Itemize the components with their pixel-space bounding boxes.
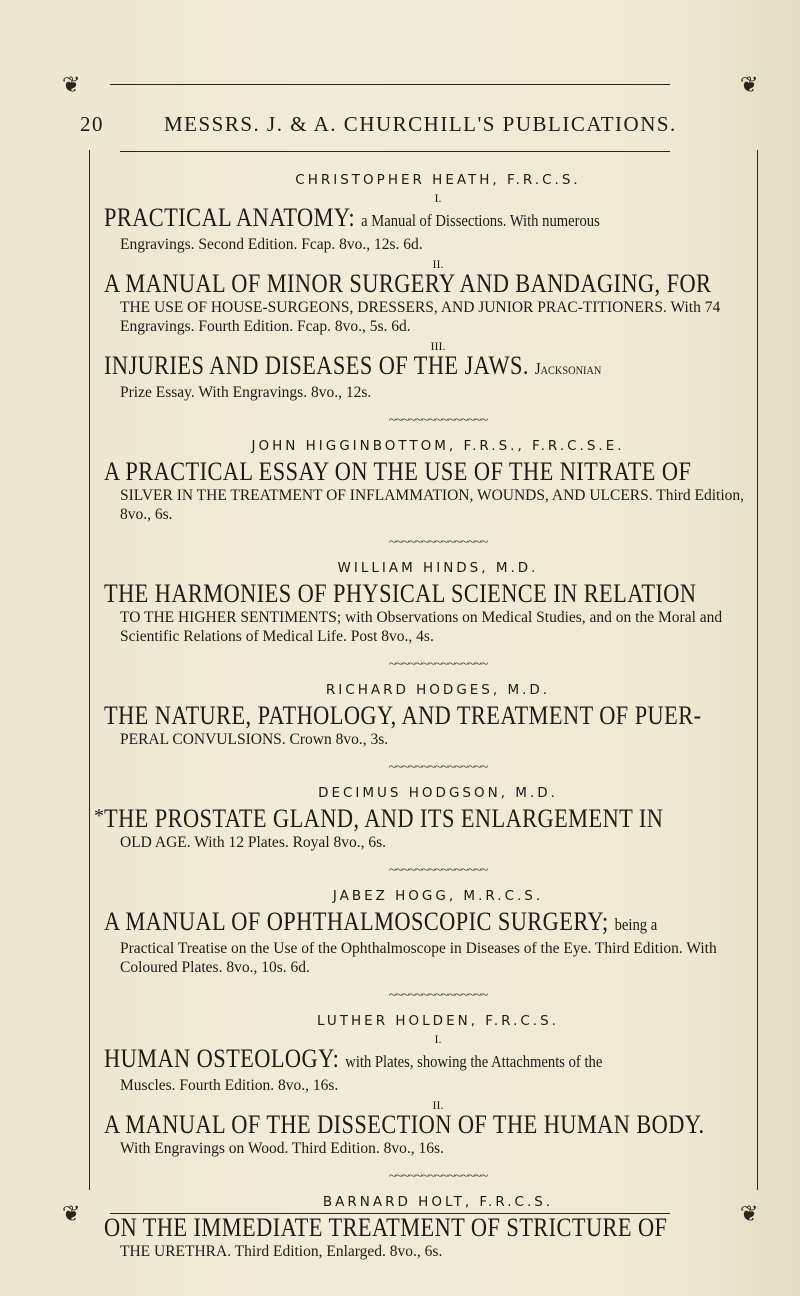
book-entry: [104, 908, 772, 977]
book-description: SILVER IN THE TREATMENT OF INFLAMMATION, WOUNDS, AND ULCERS. Third Edition, 8vo., 6s.: [120, 487, 745, 523]
page-title: MESSRS. J. & A. CHURCHILL'S PUBLICATIONS.: [164, 112, 677, 136]
book-entry: [104, 458, 772, 524]
left-border-rule: [89, 150, 90, 1190]
book-title: INJURIES AND DISEASES OF THE JAWS. Jacksonian: [104, 351, 602, 380]
author-section: [94, 785, 772, 852]
author-name: JABEZ HOGG, M.R.C.S.: [332, 888, 544, 904]
book-title: ON THE IMMEDIATE TREATMENT OF STRICTURE OF: [104, 1213, 668, 1242]
entry-numeral: III.: [430, 339, 446, 353]
author-section: [104, 682, 772, 749]
section-divider: ~~~~~~~~~~~~~~~: [388, 760, 488, 775]
book-title: A MANUAL OF THE DISSECTION OF THE HUMAN BODY.: [104, 1110, 705, 1139]
section-divider: ~~~~~~~~~~~~~~~: [388, 657, 488, 672]
author-section: [104, 560, 772, 646]
author-section: [104, 1013, 772, 1158]
book-description: PERAL CONVULSIONS. Crown 8vo., 3s.: [120, 731, 389, 748]
book-entry: [94, 804, 772, 852]
book-title: THE PROSTATE GLAND, AND ITS ENLARGEMENT IN: [104, 804, 664, 833]
header-under-rule: [120, 151, 670, 152]
entry-numeral: I.: [434, 191, 442, 205]
entry-numeral: II.: [432, 257, 444, 271]
book-title: A MANUAL OF MINOR SURGERY AND BANDAGING, FOR: [104, 269, 712, 298]
book-title-tail: a Manual of Dissections. With numerous: [361, 211, 600, 230]
section-divider: ~~~~~~~~~~~~~~~: [388, 988, 488, 1003]
page-number: 20: [80, 112, 104, 136]
book-entry: [104, 204, 772, 254]
book-description: OLD AGE. With 12 Plates. Royal 8vo., 6s.: [120, 834, 387, 851]
author-section: [104, 1194, 772, 1261]
book-title: PRACTICAL ANATOMY: a Manual of Dissections. With numerous: [104, 203, 600, 232]
author-section: [104, 888, 772, 977]
bottom-left-corner-ornament: ❦: [62, 1201, 81, 1226]
catalogue-body: [94, 172, 772, 1265]
book-description: With Engravings on Wood. Third Edition. 8vo., 16s.: [120, 1140, 444, 1157]
book-description: Engravings. Second Edition. Fcap. 8vo., 12s. 6d.: [120, 236, 423, 253]
author-name: DECIMUS HODGSON, M.D.: [318, 785, 558, 801]
book-description: Prize Essay. With Engravings. 8vo., 12s.: [120, 384, 372, 401]
author-name: RICHARD HODGES, M.D.: [325, 682, 551, 698]
author-name: LUTHER HOLDEN, F.R.C.S.: [317, 1013, 559, 1029]
book-entry: [104, 352, 772, 402]
section-divider: ~~~~~~~~~~~~~~~: [388, 535, 488, 550]
book-description: THE URETHRA. Third Edition, Enlarged. 8vo., 6s.: [120, 1243, 443, 1260]
star-marker: *: [94, 805, 104, 827]
entry-numeral: II.: [432, 1098, 444, 1112]
section-divider: ~~~~~~~~~~~~~~~: [388, 863, 488, 878]
author-name: WILLIAM HINDS, M.D.: [337, 560, 539, 576]
book-title-tail: Jacksonian: [534, 359, 602, 378]
section-divider: ~~~~~~~~~~~~~~~: [388, 413, 488, 428]
bottom-right-corner-ornament: ❦: [740, 1201, 759, 1226]
book-description: Practical Treatise on the Use of the Ophthalmoscope in Diseases of the Eye. Third Edition. With Coloured Plates. 8vo., 10s. 6d.: [120, 940, 717, 976]
book-title: A PRACTICAL ESSAY ON THE USE OF THE NITRATE OF: [104, 457, 692, 486]
book-title: A MANUAL OF OPHTHALMOSCOPIC SURGERY; being a: [104, 907, 658, 936]
author-name: CHRISTOPHER HEATH, F.R.C.S.: [295, 172, 581, 188]
book-title-tail: with Plates, showing the Attachments of the: [345, 1052, 603, 1071]
book-title: HUMAN OSTEOLOGY: with Plates, showing the Attachments of the: [104, 1044, 603, 1073]
author-name: BARNARD HOLT, F.R.C.S.: [322, 1194, 554, 1210]
book-entry: [104, 1111, 772, 1158]
book-description: THE USE OF HOUSE-SURGEONS, DRESSERS, AND JUNIOR PRAC-TITIONERS. With 74 Engravings. Fourth Edition. Fcap. 8vo., 5s. 6d.: [120, 299, 721, 335]
book-entry: [104, 270, 772, 336]
author-name: JOHN HIGGINBOTTOM, F.R.S., F.R.C.S.E.: [251, 438, 625, 454]
author-section: [104, 438, 772, 524]
book-description: Muscles. Fourth Edition. 8vo., 16s.: [120, 1077, 339, 1094]
author-section: [104, 172, 772, 402]
entry-numeral: I.: [434, 1032, 442, 1046]
top-right-corner-ornament: ❦: [740, 72, 759, 97]
top-border-rule: [110, 84, 670, 85]
book-title: THE HARMONIES OF PHYSICAL SCIENCE IN RELATION: [104, 579, 697, 608]
book-entry: [104, 1045, 772, 1095]
book-entry: [104, 702, 772, 749]
book-description: TO THE HIGHER SENTIMENTS; with Observations on Medical Studies, and on the Moral and Scientific Relations of Medical Life. Post 8vo., 4s.: [120, 609, 723, 645]
book-title-tail: being a: [614, 915, 658, 934]
section-divider: ~~~~~~~~~~~~~~~: [388, 1169, 488, 1184]
book-title: THE NATURE, PATHOLOGY, AND TREATMENT OF PUER-: [104, 701, 702, 730]
top-left-corner-ornament: ❦: [62, 72, 81, 97]
book-entry: [104, 1214, 772, 1261]
book-entry: [104, 580, 772, 646]
